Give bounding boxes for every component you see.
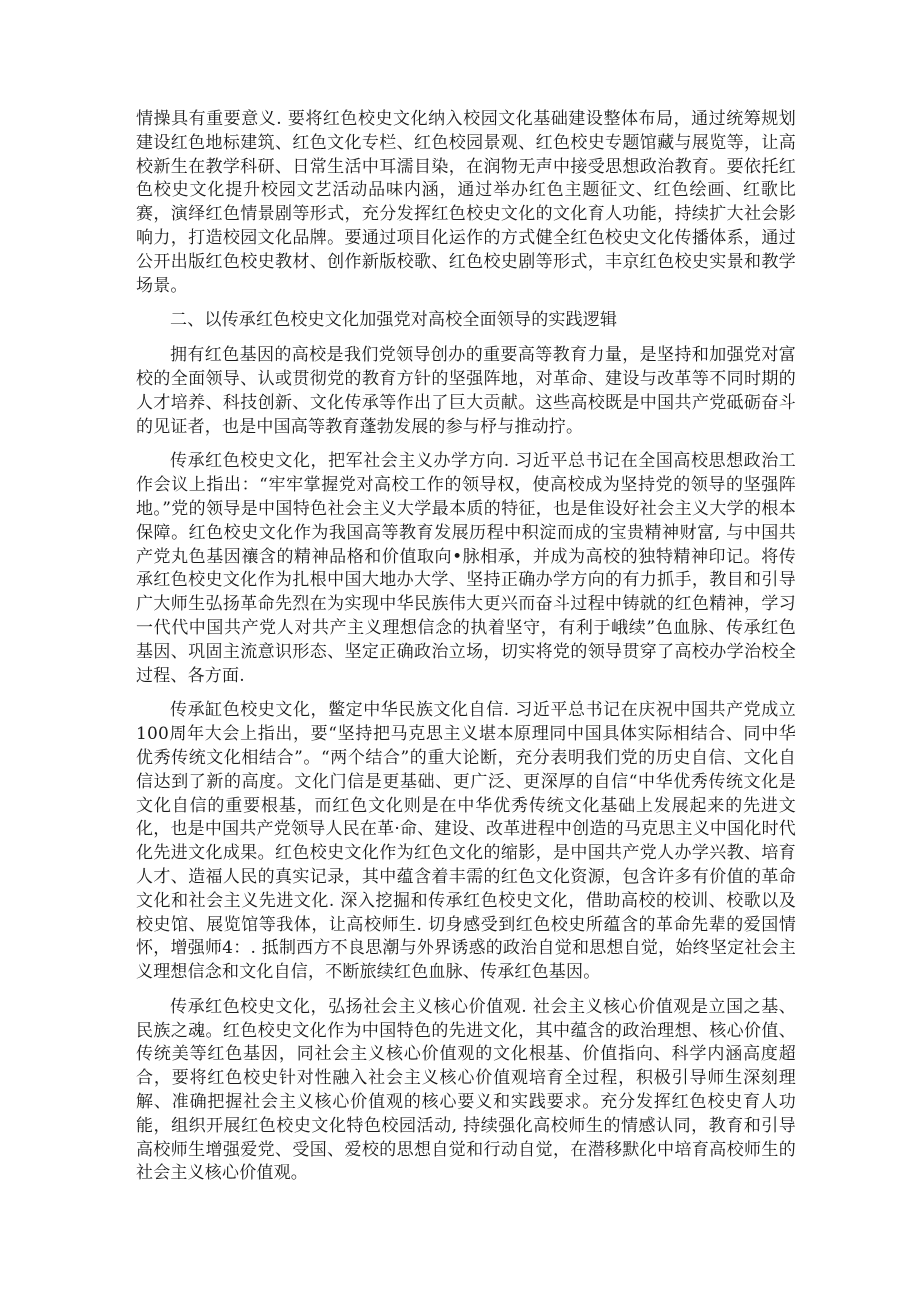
paragraph-continued: 情操具有重要意义. 要将红色校史文化纳入校园文化基础建设整体布局，通过统筹规划建设红色地标建筑、红色文化专栏、红色校园景观、红色校史专题馆藏与展览等，让高校新生在教学科研、日常生活中耳濡目染，在润物无声中接受思想政治教育。要依托红色校史文化提升校园文艺活动品味内涵，通过举办红色主题征文、红色绘画、红歌比赛，演绎红色情景剧等形式，充分发挥红色校史文化的文化育人功能，持续扩大社会影响力，打造校园文化品牌。要通过项目化运作的方式健全红色校史文化传播体系，通过公开出版红色校史教材、创作新版校歌、红色校史剧等形式，丰京红色校史实景和教学场景。	[136, 109, 796, 296]
paragraph-intro: 拥有红色基因的高校是我们党领导创办的重要高等教育力量，是坚持和加强党对富校的全面领导、认或贯彻党的教育方针的坚强阵地，对革命、建设与改革等不同时期的人才培养、科技创新、文化传承等作出了巨大贡献。这些高校既是中国共产党砥砺奋斗的见证者，也是中国高等教育蓬勃发展的参与杼与推动拧。	[136, 345, 796, 437]
paragraph-confidence: 传承缸色校史文化，鳖定中华民族文化自信. 习近平总书记在庆祝中国共产党成立100周年大会上指出，要“坚持把马克思主义堪本原理同中国具体实际相结合、同中华优秀传统文化相结合”。“两个结合”的重大论断，充分表明我们党的历史自信、文化自信达到了新的高度。文化门信是更基础、更广泛、更深厚的自信“中华优秀传统文化是文化自信的重要根基，而红色文化则是在中华优秀传统文化基础上发展起来的先进文化，也是中国共产党领导人民在革·命、建设、改革进程中创造的马克思主义中国化时代化先进文化成果。红色校史文化作为红色文化的缩影，是中国共产党人办学兴教、培育人才、造福人民的真实记录，其中蕴含着丰需的红色文化资源，包含许多有价值的革命文化和社会主义先进文化. 深入挖掘和传承红色校史文化，借助高校的校训、校歌以及校史馆、展览馆等我体，让高校师生. 切身感受到红色校史所蕴含的革命先辈的爱国情怀，增强师4：. 抵制西方不良思潮与外界诱惑的政治自觉和思想自觉，始终坚定社会主义理想信念和文化自信，不断旅续红色血脉、传承红色基因。	[136, 700, 796, 983]
paragraph-core-values: 传承红色校史文化，弘扬社会主义核心价值观. 社会主义核心价值观是立国之基、民族之魂。红色校史文化作为中国特色的先进文化，其中蕴含的政治理想、核心价值、传统美等红色基因，同社会主义核心价值观的文化根基、价值指向、科学内涵高度超合，要将红色校史针对性融入社会主义核心价值观培育全过程，积极引导师生深刻理解、准确把握社会主义核心价值观的核心要义和实践要求。充分发挥红色校史育人功能，组织开展红色校史文化特色校园活动, 持续强化高校师生的情感认同，教育和引导高校师生增强爱党、受国、爱校的思想自觉和行动自觉，在潜移默化中培育高校师生的社会主义核心价值观。	[136, 996, 796, 1184]
section-heading: 二、以传承红色校史文化加强党对高校全面领导的实践逻辑	[170, 310, 618, 331]
document-body	[136, 108, 796, 1197]
paragraph-direction: 传承红色校史文化，把军社会主义办学方向. 习近平总书记在全国高校思想政治工作会议上指出：“牢牢掌握党对高校工作的领导权，使高校成为坚持党的领导的坚强阵地。”党的领导是中国特色社会主义大学最本质的特征，也是隹设好社会主义大学的根本保障。红色校史文化作为我国高等教育发展历程中积淀而成的宝贵精神财富, 与中国共产党丸色基因禳含的精神品格和价值取向•脉相承，并成为高校的独特精神印记。将传承红色校史文化作为扎根中国大地办大学、坚持正确办学方向的有力抓手，教目和引导广大师生弘扬革命先烈在为实现中华民族伟大更兴而奋斗过程中铸就的红色精神，学习一代代中国共产党人对共产主义理想信念的执着坚守，有利于峨续”色血脉、传承红色基因、巩固主流意识形态、坚定正确政治立场，切实将党的领导贯穿了高校办学治校全过程、各方面.	[136, 451, 796, 686]
